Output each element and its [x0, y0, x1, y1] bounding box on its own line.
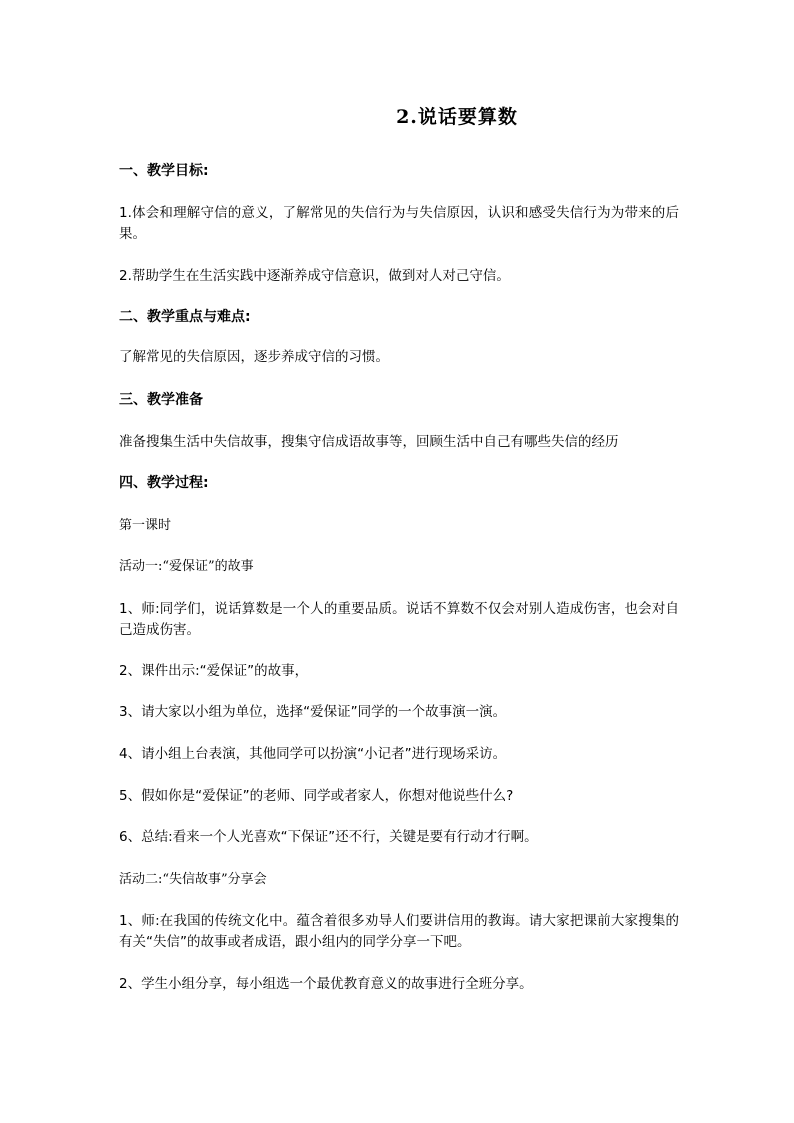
activity-1-step: 4、请小组上台表演，其他同学可以扮演“小记者”进行现场采访。 — [119, 746, 507, 762]
section-heading-key-points: 二、教学重点与难点: — [119, 309, 251, 325]
key-points-text: 了解常见的失信原因，逐步养成守信的习惯。 — [119, 349, 389, 365]
section-heading-goals: 一、教学目标: — [119, 163, 209, 179]
activity-2-title: 活动二:“失信故事”分享会 — [119, 872, 267, 887]
activity-1-title: 活动一:“爱保证”的故事 — [119, 559, 254, 574]
section-heading-process: 四、教学过程: — [119, 475, 209, 491]
activity-1-step: 2、课件出示:“爱保证”的故事， — [119, 663, 309, 679]
goal-item-1: 1.体会和理解守信的意义，了解常见的失信行为与失信原因，认识和感受失信行为为带来的后果。 — [119, 205, 679, 242]
activity-1-step: 5、假如你是“爱保证”的老师、同学或者家人，你想对他说些什么? — [119, 788, 514, 804]
activity-1-step: 6、总结:看来一个人光喜欢“下保证”还不行，关键是要有行动才行啊。 — [119, 829, 538, 845]
lesson-label: 第一课时 — [119, 518, 172, 533]
activity-2-step: 1、师:在我国的传统文化中。蕴含着很多劝导人们要讲信用的教诲。请大家把课前大家搜集的有关“失信”的故事或者成语，跟小组内的同学分享一下吧。 — [119, 913, 679, 950]
section-heading-preparation: 三、教学准备 — [119, 392, 203, 408]
preparation-text: 准备搜集生活中失信故事，搜集守信成语故事等，回顾生活中自己有哪些失信的经历 — [119, 434, 619, 450]
activity-1-step: 3、请大家以小组为单位，选择“爱保证”同学的一个故事演一演。 — [119, 704, 507, 720]
activity-1-step: 1、师:同学们，说话算数是一个人的重要品质。说话不算数不仅会对别人造成伤害，也会对自己造成伤害。 — [119, 601, 679, 638]
goal-item-2: 2.帮助学生在生活实践中逐渐养成守信意识，做到对人对己守信。 — [119, 268, 510, 284]
activity-2-step: 2、学生小组分享，每小组选一个最优教育意义的故事进行全班分享。 — [119, 976, 533, 992]
document-title: 2.说话要算数 — [396, 106, 518, 128]
